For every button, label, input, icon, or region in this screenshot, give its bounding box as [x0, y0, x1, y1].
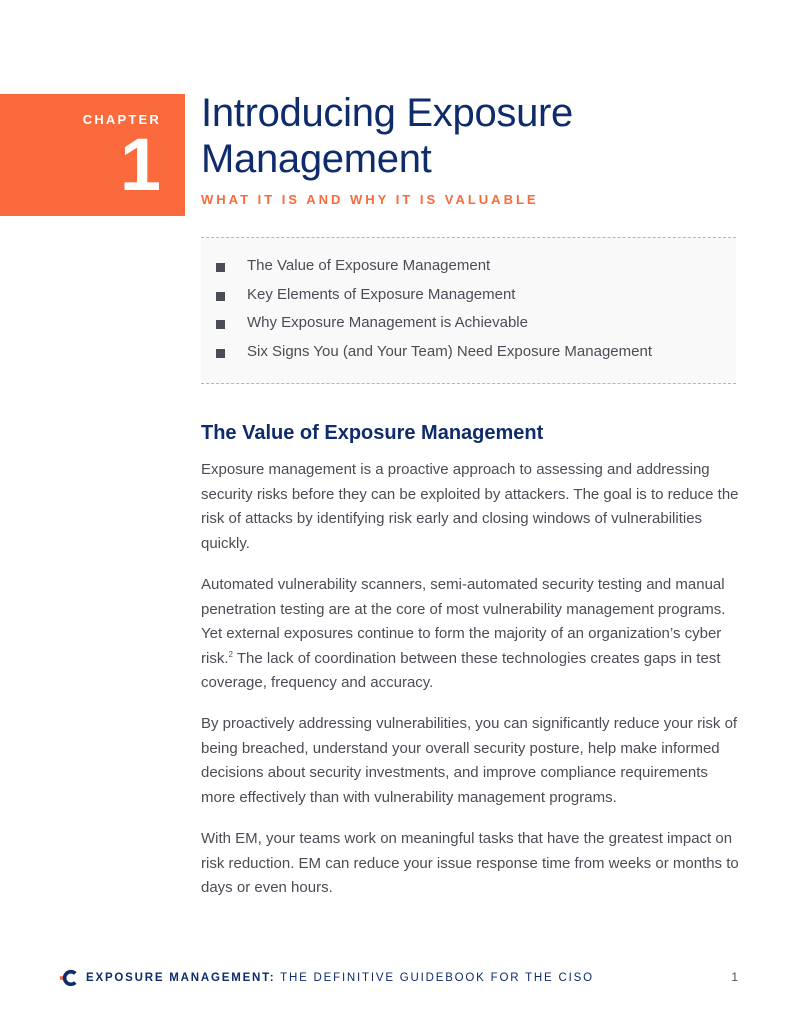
body-paragraph-3: By proactively addressing vulnerabilities, you can significantly reduce your risk of being breached, understand your overall security posture, help make informed decisions about security investments, and improve compliance requirements more effectively than with vulnerability management programs. — [201, 715, 738, 806]
body-paragraph-1: Exposure management is a proactive approach to assessing and addressing security risks before they can be exploited by attackers. The goal is to reduce the risk of attacks by identifying risk early and closing windows of vulnerabilities quickly. — [201, 461, 739, 552]
footer-title — [86, 972, 594, 984]
footer-title-bold: EXPOSURE MANAGEMENT: — [86, 972, 276, 984]
body-paragraph-2 — [201, 573, 741, 696]
body-paragraph-4: With EM, your teams work on meaningful tasks that have the greatest impact on risk reduction. EM can reduce your issue response time from weeks or months to days or even hours. — [201, 830, 739, 897]
chapter-label: CHAPTER — [82, 112, 161, 127]
footnote-reference: 2 — [228, 649, 233, 659]
page-number: 1 — [731, 970, 738, 984]
section-heading: The Value of Exposure Management — [201, 422, 544, 444]
contents-item — [216, 343, 736, 372]
paragraph-text: The lack of coordination between these technologies creates gaps in test coverage, frequency and accuracy. — [201, 649, 721, 692]
page-title: Introducing Exposure Management — [201, 91, 574, 181]
contents-item-label: Six Signs You (and Your Team) Need Exposure Management — [247, 342, 652, 360]
contents-item — [216, 286, 736, 315]
chapter-contents-box — [201, 237, 736, 384]
square-bullet-icon — [216, 349, 225, 358]
footer-title-rest: THE DEFINITIVE GUIDEBOOK FOR THE CISO — [275, 972, 594, 984]
chapter-number: 1 — [119, 123, 161, 206]
contents-item-label: Why Exposure Management is Achievable — [247, 314, 528, 331]
page-subtitle: WHAT IT IS AND WHY IT IS VALUABLE — [201, 192, 539, 207]
paragraph-text: Automated vulnerability scanners, semi-automated security testing and manual penetration testing are at the core of most vulnerability management programs. Yet external exposures continue to form the majority of an organization’s cyber risk. — [201, 576, 726, 667]
contents-item — [216, 257, 736, 286]
page-footer — [60, 968, 738, 988]
contents-item-label: Key Elements of Exposure Management — [247, 285, 516, 303]
square-bullet-icon — [216, 263, 225, 272]
contents-item — [216, 314, 736, 343]
square-bullet-icon — [216, 320, 225, 329]
contents-item-label: The Value of Exposure Management — [247, 257, 491, 274]
contents-list — [201, 238, 736, 371]
chapter-badge — [0, 94, 185, 216]
c-shaped-logo-icon — [60, 969, 78, 987]
square-bullet-icon — [216, 292, 225, 301]
